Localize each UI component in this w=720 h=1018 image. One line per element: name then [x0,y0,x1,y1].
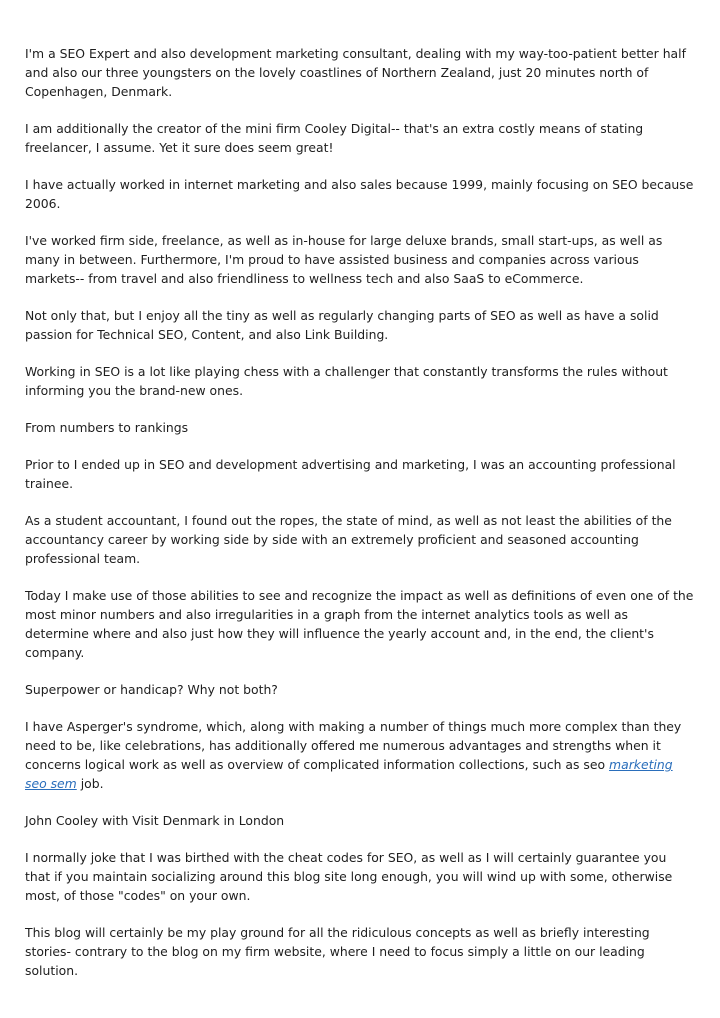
paragraph-intro: I'm a SEO Expert and also development marketing consultant, dealing with my way-too-patient better half and also our three youngsters on the lovely coastlines of Northern Zealand, just 20 minutes north of Copenhagen, Denmark. [25,46,686,99]
paragraph-asperger [25,717,695,793]
asperger-text-after-link: job. [76,776,104,791]
subheading-numbers-to-rankings: From numbers to rankings [25,420,189,435]
subheading-visit-denmark: John Cooley with Visit Denmark in London [25,813,285,828]
paragraph-work-history: I've worked firm side, freelance, as well as in-house for large deluxe brands, small start-ups, as well as many in between. Furthermore, I'm proud to have assisted business and companies across various markets-- from travel and also friendliness to wellness tech and also SaaS to eCommerce. [25,233,663,286]
paragraph-student-accountant: As a student accountant, I found out the ropes, the state of mind, as well as not least the abilities of the accountancy career by working side by side with an extremely proficient and seasoned accounting professional team. [25,513,672,566]
paragraph-cooley-digital: I am additionally the creator of the mini firm Cooley Digital-- that's an extra costly means of stating freelancer, I assume. Yet it sure does seem great! [25,121,644,155]
subheading-superpower: Superpower or handicap? Why not both? [25,682,278,697]
paragraph-abilities: Today I make use of those abilities to see and recognize the impact as well as definitions of even one of the most minor numbers and also irregularities in a graph from the internet analytics tools as well as determine where and also just how they will influence the yearly account and, in the end, the client's company. [25,588,694,660]
paragraph-accounting-trainee: Prior to I ended up in SEO and development advertising and marketing, I was an accounting professional trainee. [25,457,676,491]
paragraph-experience: I have actually worked in internet marketing and also sales because 1999, mainly focusing on SEO because 2006. [25,177,694,211]
paragraph-blog-playground: This blog will certainly be my play ground for all the ridiculous concepts as well as briefly interesting stories- contrary to the blog on my firm website, where I need to focus simply a little on our leading solution. [25,925,650,978]
paragraph-passion: Not only that, but I enjoy all the tiny as well as regularly changing parts of SEO as well as have a solid passion for Technical SEO, Content, and also Link Building. [25,308,659,342]
paragraph-cheat-codes: I normally joke that I was birthed with the cheat codes for SEO, as well as I will certainly guarantee you that if you maintain socializing around this blog site long enough, you will wind up with some, otherwise most, of those "codes" on your own. [25,850,673,903]
asperger-text-before-link: I have Asperger's syndrome, which, along with making a number of things much more complex than they need to be, like celebrations, has additionally offered me numerous advantages and strengths when it concerns logical work as well as overview of complicated information collections, such as seo [25,719,682,772]
paragraph-chess: Working in SEO is a lot like playing chess with a challenger that constantly transforms the rules without informing you the brand-new ones. [25,364,668,398]
document-body [25,44,695,998]
marketing-seo-sem-link[interactable]: marketing seo sem [25,757,673,791]
